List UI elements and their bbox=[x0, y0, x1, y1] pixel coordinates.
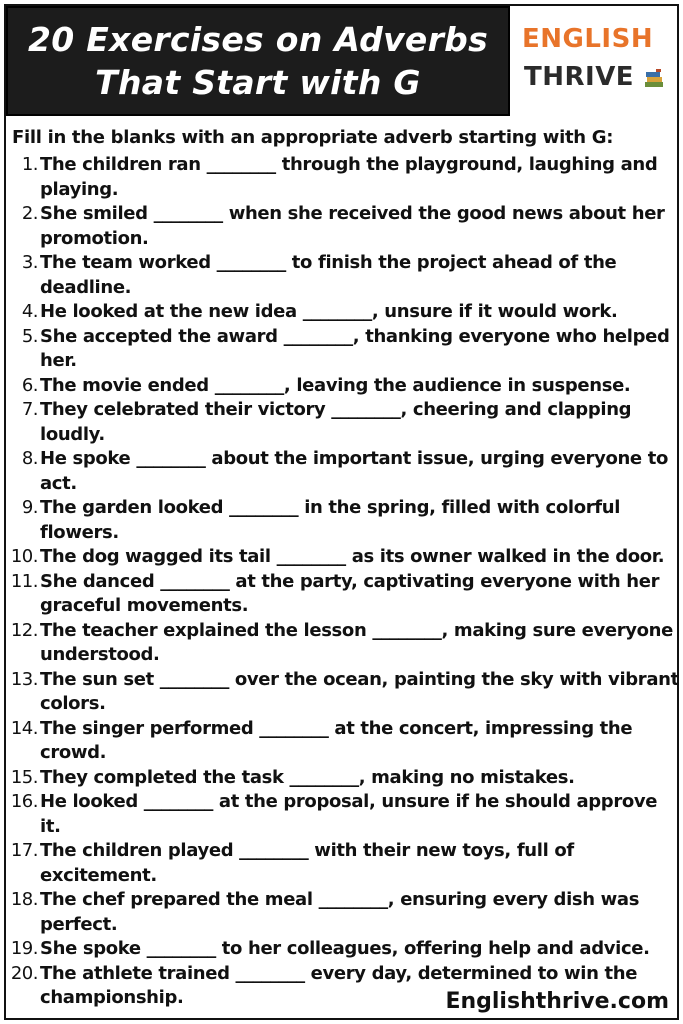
instruction-text: Fill in the blanks with an appropriate adverb starting with G: bbox=[12, 127, 614, 148]
exercise-sentence: The athlete trained ________ every day, determined to win the championship. bbox=[40, 962, 638, 1008]
exercise-number: 8. bbox=[21, 448, 38, 469]
exercise-sentence: She danced ________ at the party, captivating everyone with her graceful movements. bbox=[40, 570, 660, 616]
exercise-item bbox=[0, 839, 683, 888]
exercise-item bbox=[0, 374, 683, 399]
exercise-sentence: The sun set ________ over the ocean, painting the sky with vibrant colors. bbox=[40, 668, 679, 714]
exercise-item bbox=[0, 717, 683, 766]
exercise-sentence: They celebrated their victory ________, cheering and clapping loudly. bbox=[40, 399, 632, 445]
exercise-sentence: The chef prepared the meal ________, ensuring every dish was perfect. bbox=[40, 889, 640, 935]
exercise-number: 16. bbox=[10, 791, 38, 812]
exercise-number: 9. bbox=[21, 497, 38, 518]
exercise-item bbox=[0, 937, 683, 962]
exercise-sentence: The movie ended ________, leaving the audience in suspense. bbox=[40, 374, 631, 396]
site-url-footer: Englishthrive.com bbox=[445, 989, 669, 1014]
exercise-number: 12. bbox=[10, 619, 38, 641]
exercise-number: 1. bbox=[21, 154, 38, 175]
exercise-item bbox=[0, 300, 683, 325]
exercise-item bbox=[0, 153, 683, 202]
exercise-sentence: She accepted the award ________, thanking everyone who helped her. bbox=[40, 325, 670, 371]
exercise-number: 5. bbox=[21, 325, 38, 347]
title-banner bbox=[6, 6, 510, 116]
exercise-item bbox=[0, 766, 683, 791]
exercise-number: 20. bbox=[10, 962, 38, 984]
exercise-number: 17. bbox=[10, 840, 38, 861]
exercise-item bbox=[0, 325, 683, 374]
exercise-sentence: The teacher explained the lesson ________, making sure everyone understood. bbox=[40, 619, 673, 665]
exercise-item bbox=[0, 545, 683, 570]
exercise-number: 4. bbox=[21, 301, 38, 322]
exercise-sentence: She spoke ________ to her colleagues, offering help and advice. bbox=[40, 938, 650, 959]
exercise-sentence: The garden looked ________ in the spring, filled with colorful flowers. bbox=[40, 497, 621, 543]
title-line-2: That Start with G bbox=[95, 63, 421, 102]
exercise-number: 15. bbox=[10, 766, 38, 788]
exercise-sentence: She smiled ________ when she received the good news about her promotion. bbox=[40, 203, 665, 249]
exercise-item bbox=[0, 202, 683, 251]
exercise-sentence: The children played ________ with their new toys, full of excitement. bbox=[40, 840, 574, 886]
exercise-item bbox=[0, 888, 683, 937]
english-thrive-logo bbox=[520, 22, 670, 102]
exercise-number: 19. bbox=[10, 938, 38, 959]
exercise-number: 7. bbox=[21, 399, 38, 420]
exercise-item bbox=[0, 398, 683, 447]
exercise-sentence: The children ran ________ through the playground, laughing and playing. bbox=[40, 154, 658, 200]
exercise-number: 10. bbox=[10, 546, 38, 567]
title-line-1: 20 Exercises on Adverbs bbox=[27, 20, 489, 59]
exercise-sentence: He spoke ________ about the important issue, urging everyone to act. bbox=[40, 448, 668, 494]
exercise-number: 18. bbox=[10, 889, 38, 910]
exercise-sentence: They completed the task ________, making no mistakes. bbox=[40, 766, 575, 788]
exercise-item bbox=[0, 251, 683, 300]
logo-text-thrive: THRIVE bbox=[524, 62, 635, 92]
exercise-number: 3. bbox=[21, 252, 38, 273]
exercise-number: 13. bbox=[10, 668, 38, 690]
exercise-sentence: He looked at the new idea ________, unsure if it would work. bbox=[40, 301, 618, 322]
exercise-sentence: The dog wagged its tail ________ as its owner walked in the door. bbox=[40, 546, 665, 567]
book-stack-icon bbox=[644, 68, 664, 88]
exercise-number: 14. bbox=[10, 717, 38, 739]
exercise-number: 2. bbox=[21, 203, 38, 224]
exercise-list bbox=[0, 153, 683, 1011]
exercise-item bbox=[0, 619, 683, 668]
exercise-number: 11. bbox=[10, 570, 38, 592]
exercise-sentence: The singer performed ________ at the concert, impressing the crowd. bbox=[40, 717, 633, 763]
exercise-sentence: He looked ________ at the proposal, unsure if he should approve it. bbox=[40, 791, 658, 837]
exercise-item bbox=[0, 570, 683, 619]
exercise-number: 6. bbox=[21, 374, 38, 396]
exercise-item bbox=[0, 447, 683, 496]
page-title bbox=[28, 18, 488, 104]
exercise-sentence: The team worked ________ to finish the project ahead of the deadline. bbox=[40, 252, 617, 298]
exercise-item bbox=[0, 790, 683, 839]
logo-text-english: ENGLISH bbox=[522, 24, 654, 54]
exercise-item bbox=[0, 496, 683, 545]
exercise-item bbox=[0, 668, 683, 717]
